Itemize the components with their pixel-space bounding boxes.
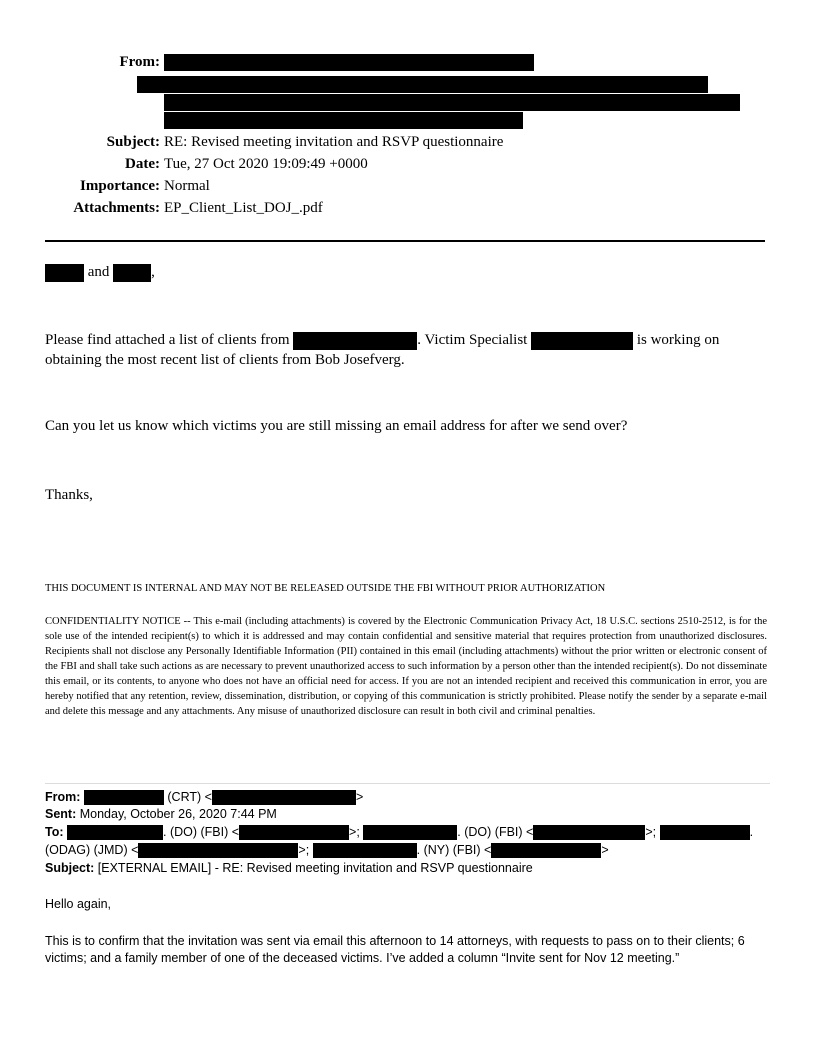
greeting: and , — [45, 263, 155, 282]
redaction-to-1-email — [239, 825, 349, 840]
header-divider — [45, 240, 765, 242]
redaction-to-2-email — [533, 825, 645, 840]
fwd-to-line-1: To: . (DO) (FBI) < >; . (DO) (FBI) < >; . — [45, 825, 754, 839]
redaction-to-3-email — [138, 843, 298, 858]
date-value: Tue, 27 Oct 2020 19:09:49 +0000 — [164, 156, 368, 172]
redaction-from-3 — [164, 94, 740, 111]
redaction-from-4 — [164, 112, 523, 129]
redaction-to-4 — [313, 843, 417, 858]
redaction-fwd-email — [212, 790, 356, 805]
importance-value: Normal — [164, 178, 210, 194]
paragraph-1-line-2: obtaining the most recent list of clients from Bob Josefverg. — [45, 352, 405, 368]
paragraph-2: Can you let us know which victims you are still missing an email address for after we send over? — [45, 418, 628, 434]
redaction-from — [164, 54, 534, 71]
redaction-to-2 — [363, 825, 457, 840]
redaction-to-3 — [660, 825, 750, 840]
subject-label: Subject: — [106, 134, 160, 150]
fwd-from-line: From: (CRT) < > — [45, 790, 364, 804]
fwd-to-line-2: (ODAG) (JMD) < >; . (NY) (FBI) < > — [45, 843, 609, 857]
paragraph-1-line-1: Please find attached a list of clients from . Victim Specialist is working on — [45, 332, 720, 348]
redaction-name-1 — [45, 264, 84, 282]
fwd-subject-line: Subject: [EXTERNAL EMAIL] - RE: Revised meeting invitation and RSVP questionnaire — [45, 861, 533, 875]
importance-label: Importance: — [80, 178, 160, 194]
attachments-label: Attachments: — [73, 200, 160, 216]
fwd-sent-line: Sent: Monday, October 26, 2020 7:44 PM — [45, 807, 277, 821]
redaction-to-4-email — [491, 843, 601, 858]
from-label: From: — [119, 54, 160, 70]
signoff: Thanks, — [45, 487, 93, 503]
redaction-firm — [293, 332, 417, 350]
date-label: Date: — [125, 156, 160, 172]
internal-notice: THIS DOCUMENT IS INTERNAL AND MAY NOT BE RELEASED OUTSIDE THE FBI WITHOUT PRIOR AUTHORIZATION — [45, 583, 606, 594]
forward-divider — [45, 783, 770, 784]
redaction-fwd-sender — [84, 790, 164, 805]
redaction-specialist — [531, 332, 633, 350]
redaction-from-2 — [137, 76, 708, 93]
fwd-body: This is to confirm that the invitation was sent via email this afternoon to 14 attorneys, with requests to pass on to their clients; 6 victims; and a family member of one of the deceased victims. I’ve added a column “Invite sent for Nov 12 meeting.” — [45, 934, 745, 965]
subject-value: RE: Revised meeting invitation and RSVP questionnaire — [164, 134, 504, 150]
attachment-filename: EP_Client_List_DOJ_.pdf — [164, 200, 323, 216]
redaction-name-2 — [113, 264, 151, 282]
confidentiality-notice: CONFIDENTIALITY NOTICE -- This e-mail (including attachments) is covered by the Electronic Communication Privacy Act, 18 U.S.C. sections 2510-2512, is for the sole use of the intended recipient(s) to which it is addressed and may contain confidential and sensitive material that requires protection from unauthorized disclosures. Recipients shall not disclose any Personally Identifiable Information (PII) contained in this email (including attachments) without the prior written or electronic consent of the FBI and shall take such actions as are necessary to prevent unauthorized access to such information by a person other than the intended recipient(s). Do not disseminate this email, or its contents, to anyone who does not have an official need for access. If you are not an intended recipient and received this communication in error, you are hereby notified that any retention, review, dissemination, distribution, or copying of this communication is strictly prohibited. Please notify the sender by a separate e-mail and delete this message and any attachments. Any misuse of unauthorized disclosure can result in both civil and criminal penalties. — [45, 616, 767, 717]
fwd-greeting: Hello again, — [45, 897, 112, 911]
redaction-to-1 — [67, 825, 163, 840]
